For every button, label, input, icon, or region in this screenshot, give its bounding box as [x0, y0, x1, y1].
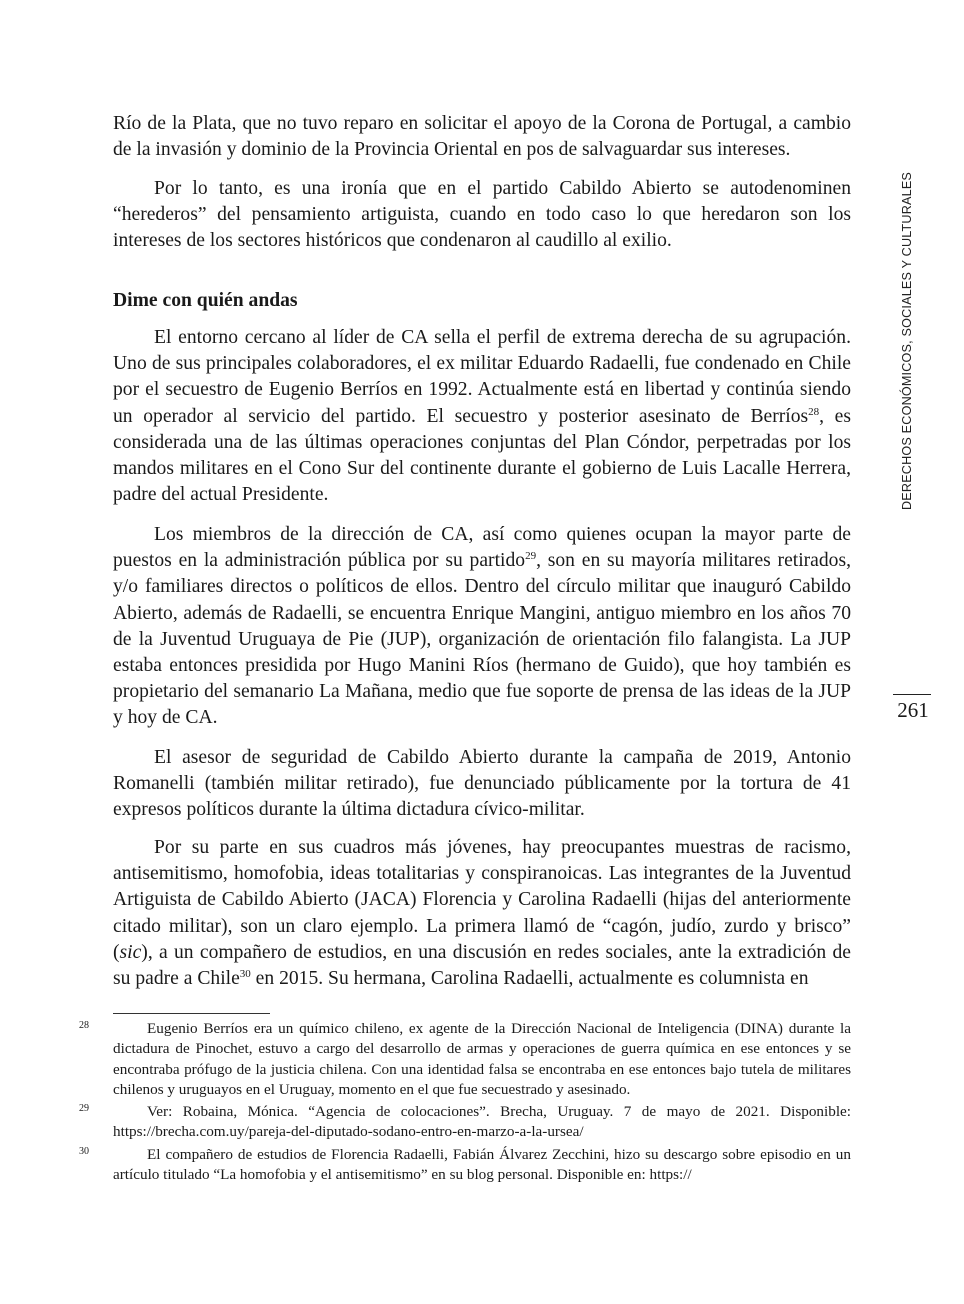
footnote-number: 30	[79, 1145, 89, 1157]
page-number-rule	[893, 694, 931, 695]
footnote-number: 28	[79, 1020, 89, 1031]
footnote-29	[79, 1102, 851, 1143]
paragraph-text-part: Por su parte en sus cuadros más jóvenes, hay preocupantes muestras de racismo, antisemitismo, homofobia, ideas totalitarias y conspiranoicas. Las integrantes de la Juventud Artiguista de Cabildo Abierto (JACA) Florencia y Carolina Radaelli (hijas del anteriormente citado militar), son un claro ejemplo. La primera llamó de “cagón, judío, zurdo y brisco” (	[113, 837, 851, 963]
paragraph-text	[113, 522, 851, 732]
paragraph-text-part: Los miembros de la dirección de CA, así como quienes ocupan la mayor parte de puestos en la administración pública por su partido	[113, 524, 851, 572]
paragraph-direccion	[113, 522, 851, 732]
footnote-text: El compañero de estudios de Florencia Radaelli, Fabián Álvarez Zecchini, hizo su descargo sobre episodio en un artículo titulado “La homofobia y el antisemitismo” en su blog personal. Disponible en: https://	[113, 1145, 851, 1184]
footnote-number: 29	[79, 1103, 89, 1115]
section-heading: Dime con quién andas	[113, 290, 298, 311]
side-running-head: DERECHOS ECONÓMICOS, SOCIALES Y CULTURALES	[900, 171, 914, 510]
paragraph-continued	[113, 111, 851, 163]
paragraph-text	[113, 325, 851, 508]
footnote-30	[79, 1145, 851, 1186]
paragraph-text: Por lo tanto, es una ironía que en el partido Cabildo Abierto se autodenominen “herederos” del pensamiento artiguista, cuando en todo caso lo que heredaron son los intereses de los sectores históricos que condenaron al caudillo al exilio.	[113, 178, 851, 252]
paragraph-asesor	[113, 745, 851, 824]
footnote-separator	[113, 1013, 270, 1014]
page-number: 261	[897, 698, 929, 722]
footnote-ref-30[interactable]: 30	[239, 968, 251, 981]
paragraph-radaelli	[113, 325, 851, 508]
footnotes	[79, 1019, 851, 1187]
footnote-28	[79, 1019, 851, 1100]
paragraph-text-part: , es considerada una de las últimas operaciones conjuntas del Plan Cóndor, perpetradas por los mandos militares en el Cono Sur del continente durante el gobierno de Luis Lacalle Herrera, padre del actual Presidente.	[113, 405, 851, 506]
paragraph-text: El asesor de seguridad de Cabildo Abierto durante la campaña de 2019, Antonio Romanelli (también militar retirado), fue denunciado públicamente por la tortura de 41 expresos políticos durante la última dictadura cívico-militar.	[113, 747, 851, 821]
paragraph-text-part: en 2015. Su hermana, Carolina Radaelli, actualmente es columnista en	[250, 968, 809, 990]
paragraph-jovenes	[113, 835, 851, 992]
paragraph-text-part: , son en su mayoría militares retirados, y/o familiares directos o políticos de ellos. Dentro del círculo militar que inauguró Cabildo Abierto, además de Radaelli, se encuentra Enrique Mangini, antiguo miembro en los años 70 de la Juventud Uruguaya de Pie (JUP), organización de orientación filo falangista. La JUP estaba entonces presidida por Hugo Manini Ríos (hermano de Guido), que hoy también es propietario del semanario La Mañana, medio que fue soporte de prensa de las ideas de la JUP y hoy de CA.	[113, 550, 851, 729]
paragraph-text-part: El entorno cercano al líder de CA sella el perfil de extrema derecha de su agrupación. Uno de sus principales colaboradores, el ex militar Eduardo Radaelli, fue condenado en Chile por el secuestro de Eugenio Berríos en 1992. Actualmente está en libertad y continúa siendo un operador al servicio del partido. El secuestro y posterior asesinato de Berríos	[113, 327, 851, 427]
sic-italic: sic	[119, 941, 142, 963]
footnote-text: Ver: Robaina, Mónica. “Agencia de colocaciones”. Brecha, Uruguay. 7 de mayo de 2021. Disponible: https://brecha.com.uy/pareja-del-diputado-sodano-entro-en-marzo-a-la-ursea/	[113, 1103, 851, 1141]
footnote-ref-29[interactable]: 29	[525, 550, 537, 563]
footnote-ref-28[interactable]: 28	[808, 405, 820, 418]
paragraph-text-part: ), a un compañero de estudios, en una discusión en redes sociales, ante la extradición de su padre a Chile	[113, 941, 851, 990]
paragraph-text: Río de la Plata, que no tuvo reparo en solicitar el apoyo de la Corona de Portugal, a cambio de la invasión y dominio de la Provincia Oriental en pos de salvaguardar sus intereses.	[113, 113, 851, 161]
paragraph-herederos	[113, 176, 851, 255]
footnote-text: Eugenio Berríos era un químico chileno, ex agente de la Dirección Nacional de Inteligencia (DINA) durante la dictadura de Pinochet, estuvo a cargo del desarrollo de armas y operaciones de guerra química en ese entonces y se encontraba prófugo de la justicia chilena. Con una identidad falsa se encontraba en ese entonces bajo tutela de militares chilenos y uruguayos en el Uruguay, momento en el que fue secuestrado y asesinado.	[113, 1020, 851, 1098]
paragraph-text	[113, 835, 851, 992]
